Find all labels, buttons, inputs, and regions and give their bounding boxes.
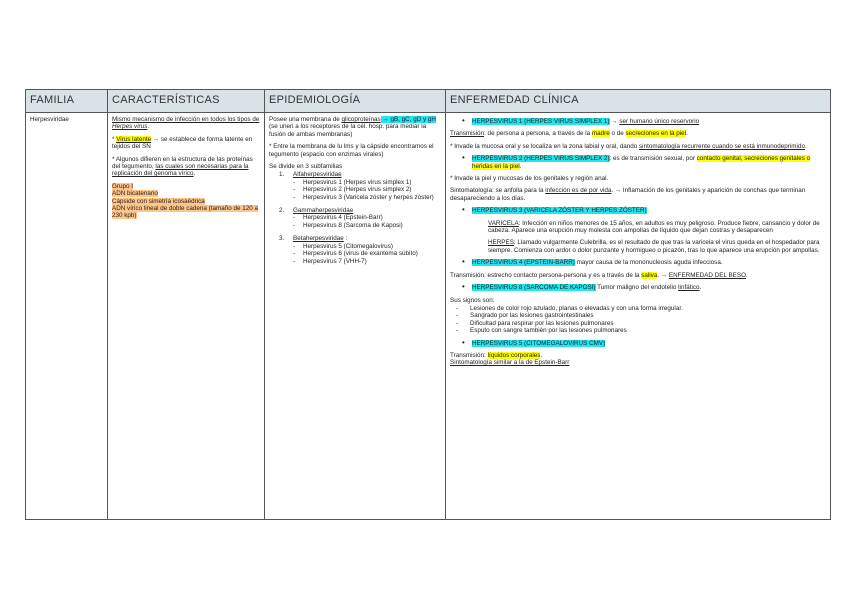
list-item: - Lesiones de color rojo azulado, planas o elevadas y con una forma irregular. — [456, 304, 683, 312]
hv5-heading: • HERPESVIRUS 5 (CITOMEGALOVIRUS CMV) — [450, 340, 826, 347]
epi-p3: Se divide en 3 subfamilias — [269, 163, 343, 171]
header-familia: FAMILIA — [26, 90, 108, 113]
hv1-heading: • HERPESVIRUS 1 (HERPES VIRUS SIMPLEX 1) → ser humano único reservorio — [450, 118, 826, 125]
hv2-invade: * Invade la piel y mucosas de los genitales y región anal. — [450, 175, 609, 183]
hv8-heading: • HERPESVIRUS 8 (SARCOMA DE KAPOSI) Tumor maligno del endotelio linfático. — [450, 284, 826, 291]
car-adn: ADN bicatenario — [112, 190, 158, 198]
document-page — [25, 89, 831, 520]
epi-group-alfa: 1. Alfaherpesviridae - Herpesvirus 1 (Herpes virus simplex 1) - Herpesvirus 2 (Herpes virus simplex 2) - Herpesvirus 3 (Varicela zóster y herpes zóster) — [279, 171, 434, 201]
car-p2: * Virus latente → se establece de forma latente en tejidos del SN — [112, 135, 253, 151]
header-enfermedad-clinica: ENFERMEDAD CLÍNICA — [446, 90, 831, 113]
cell-epidemiologia — [265, 113, 446, 520]
car-list — [112, 183, 260, 220]
header-epidemiologia: EPIDEMIOLOGÍA — [265, 90, 446, 113]
hv3-herpes-zoster: HERPES: Llamado vulgarmente Culebrilla, es el resultado de que tras la varicela el virus queda en el hospedador para siempre. Comienza con ardor o dolor punzante y hormigueo o picazón, tras lo que aparece una erupción por ampollas. — [488, 239, 820, 254]
hv1-invade: * Invade la mucosa oral y se localiza en la zona labial y oral, dando sintomatología recurrente cuando se está inmunodeprimido. — [450, 142, 807, 150]
herpes-table — [25, 89, 831, 520]
car-p3: * Algunos difieren en la estructura de las proteínas del tegumento, las cuales son necesarias para la replicación del genoma vírico. — [112, 155, 253, 178]
hv3-varicela: VARICELA: Infección en niños menores de 15 años, en adultos es muy peligroso. Produce fiebre, cansancio y dolor de cabeza. Aparece una erupción muy molesta con ampollas de líquido que dejan costras y desaparecen — [488, 219, 820, 235]
hv3-heading: • HERPESVIRUS 3 (VARICELA ZÓSTER Y HERPES ZÓSTER) — [450, 207, 826, 214]
familia-name: Herpesviridae — [30, 116, 69, 123]
cell-caracteristicas — [108, 113, 265, 520]
car-capside: Cápside con simetría icosaédrica — [112, 197, 205, 205]
epi-p2: * Entre la membrana de lu lms y la cápside encontramos el tegumento (espacio con enzimas virales) — [269, 143, 434, 158]
epi-group-beta: 3. Betaherpesviridae : - Herpesvirus 5 (Citomegalovirus) - Herpesvirus 6 (virus de exantema súbito) - Herpesvirus 7 (VHH-7) — [279, 235, 418, 265]
hv8-signos-list — [450, 305, 826, 335]
hv4-transmision: Transmisión: estrecho contacto persona-persona y es a través de la saliva. → ENFERMEDAD DEL BESO. — [450, 271, 748, 279]
list-item: - Sangrado por las lesiones gastrointestinales — [456, 312, 594, 320]
car-grupo: Grupo I — [112, 182, 133, 190]
cell-familia — [26, 113, 108, 520]
list-item: - Esputo con sangre también por las lesiones pulmonares — [456, 327, 627, 335]
epi-group-gamma: 2. Gammaherpesviridae - Herpesvirus 4 (Epstein-Barr) - Herpesvirus 8 (Sarcoma de Kaposi) — [279, 207, 403, 229]
table-row — [26, 113, 831, 520]
header-caracteristicas: CARACTERÍSTICAS — [108, 90, 265, 113]
car-adn-lineal: ADN vírico lineal de doble cadena (tamaño de 120 a 230 kpb) — [112, 205, 258, 220]
hv8-signos-title: Sus signos son: — [450, 296, 495, 304]
hv5-sintomatologia: Sintomatología similar a la de Epstein-Barr — [450, 359, 570, 367]
car-p1: Mismo mecanismo de infección en todos los tipos de Herpes virus. — [112, 116, 260, 131]
table-header-row — [26, 90, 831, 113]
list-item: - Dificultad para respirar por las lesiones pulmonares — [456, 319, 614, 327]
epi-p1: Posee una membrana de glicoproteínas → gB, gC, gD y gH (se unen a los receptores de la cél. hosp. para mediar la fusión de ambas membranas) — [269, 116, 436, 138]
cell-enfermedad-clinica — [446, 113, 831, 520]
hv4-heading: • HERPESVIRUS 4 (EPSTEIN-BARR) mayor causa de la mononucleosis aguda infecciosa. — [450, 259, 826, 266]
hv2-sintomatologia: Sintomatología: se anfolla para la infección es de por vida. → Inflamación de los genitales y aparición de conchas que terminan desapareciendo a los días. — [450, 187, 806, 202]
hv1-transmision: Transmisión: de persona a persona, a través de la madre o de secreciones en la piel. — [450, 130, 688, 138]
hv2-heading: • HERPESVIRUS 2 (HERPES VIRUS SIMPLEX 2): es de transmisión sexual, por contacto genital, secreciones genitales o heridas en la piel. — [450, 155, 826, 170]
hv5-transmision: Transmisión: líquidos corporales. — [450, 351, 543, 359]
